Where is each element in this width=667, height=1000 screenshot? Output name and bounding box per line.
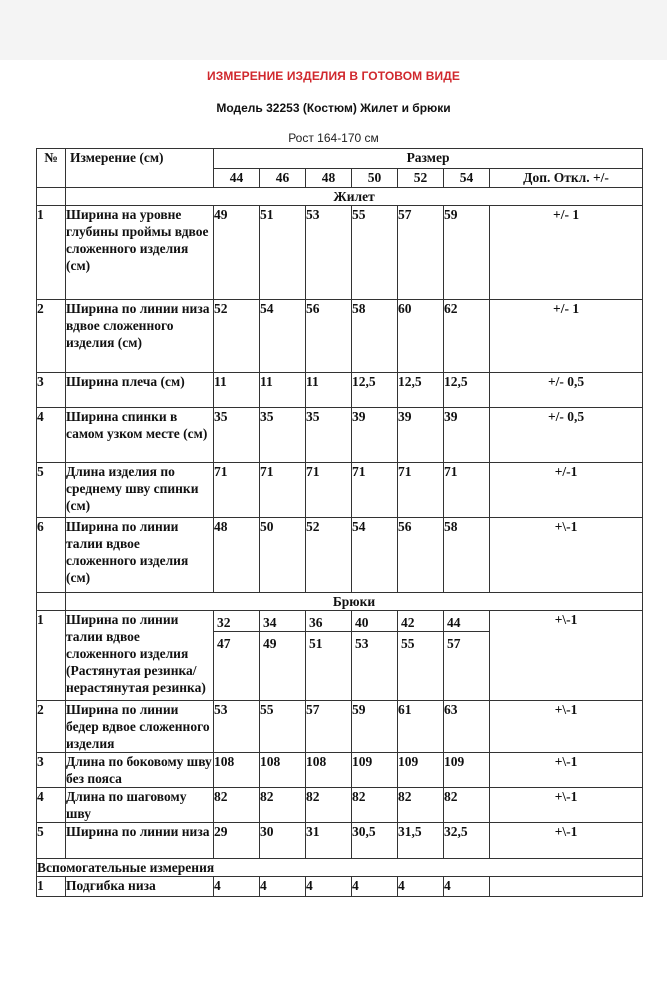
measurement-label: Ширина по линии низа xyxy=(66,823,214,859)
value-cell: 11 xyxy=(260,373,306,408)
tolerance-cell: +/-1 xyxy=(490,463,643,518)
value-cell: 108 xyxy=(214,753,260,788)
value-cell: 82 xyxy=(306,788,352,823)
tolerance-cell: +/- 1 xyxy=(490,206,643,300)
measurement-label: Ширина на уровне глубины проймы вдвое сложенного изделия (см) xyxy=(66,206,214,300)
row-number: 3 xyxy=(37,753,66,788)
value-cell: 30 xyxy=(260,823,306,859)
tolerance-cell: +\-1 xyxy=(490,823,643,859)
value-cell: 56 xyxy=(306,300,352,373)
value-cell: 35 xyxy=(306,408,352,463)
value-cell: 82 xyxy=(352,788,398,823)
value-cell: 57 xyxy=(306,701,352,753)
value-cell: 60 xyxy=(398,300,444,373)
value-relaxed: 47 xyxy=(217,636,231,651)
col-number-header: № xyxy=(37,149,66,188)
value-cell: 71 xyxy=(398,463,444,518)
row-number: 1 xyxy=(37,206,66,300)
row-number: 1 xyxy=(37,611,66,701)
section-index-cell xyxy=(37,593,66,611)
tolerance-cell: +\-1 xyxy=(490,701,643,753)
value-cell: 62 xyxy=(444,300,490,373)
row-number: 5 xyxy=(37,823,66,859)
measurement-label: Длина изделия по среднему шву спинки (см) xyxy=(66,463,214,518)
tolerance-cell xyxy=(490,877,643,897)
measurement-label: Ширина спинки в самом узком месте (см) xyxy=(66,408,214,463)
value-cell: 59 xyxy=(444,206,490,300)
col-measure-header: Измерение (см) xyxy=(66,149,214,188)
value-cell: 39 xyxy=(444,408,490,463)
value-cell: 53 xyxy=(306,206,352,300)
model-title: Модель 32253 (Костюм) Жилет и брюки xyxy=(216,101,451,115)
value-cell: 4 xyxy=(352,877,398,897)
value-cell: 52 xyxy=(306,518,352,593)
measurement-label: Ширина по линии талии вдвое сложенного изделия (Растянутая резинка/ нерастянутая резинка) xyxy=(66,611,214,701)
measurements-table xyxy=(36,148,643,897)
value-cell: 48 xyxy=(214,518,260,593)
row-number: 1 xyxy=(37,877,66,897)
section-aux-row xyxy=(37,859,643,877)
tolerance-cell: +/- 0,5 xyxy=(490,408,643,463)
tolerance-cell: +/- 1 xyxy=(490,300,643,373)
tolerance-cell: +\-1 xyxy=(490,518,643,593)
value-cell: 56 xyxy=(398,518,444,593)
tolerance-cell: +\-1 xyxy=(490,611,643,701)
value-cell: 71 xyxy=(444,463,490,518)
value-cell: 4 xyxy=(306,877,352,897)
table-row xyxy=(37,788,643,823)
value-cell: 39 xyxy=(352,408,398,463)
value-stretched: 36 xyxy=(306,611,351,632)
value-cell xyxy=(260,611,306,701)
value-relaxed: 49 xyxy=(263,636,277,651)
row-number: 3 xyxy=(37,373,66,408)
value-cell: 4 xyxy=(214,877,260,897)
value-cell: 109 xyxy=(398,753,444,788)
size-header: 46 xyxy=(260,169,306,188)
table-row xyxy=(37,408,643,463)
table-row xyxy=(37,701,643,753)
table-row xyxy=(37,463,643,518)
value-stretched: 40 xyxy=(352,611,397,632)
row-number: 4 xyxy=(37,408,66,463)
height-range: Рост 164-170 см xyxy=(288,131,379,145)
section-vest-row xyxy=(37,188,643,206)
row-number: 2 xyxy=(37,300,66,373)
row-number: 2 xyxy=(37,701,66,753)
tolerance-cell: +/- 0,5 xyxy=(490,373,643,408)
measurement-label: Длина по шаговому шву xyxy=(66,788,214,823)
document-title: ИЗМЕРЕНИЕ ИЗДЕЛИЯ В ГОТОВОМ ВИДЕ xyxy=(207,69,460,83)
value-cell: 63 xyxy=(444,701,490,753)
value-cell: 35 xyxy=(260,408,306,463)
value-cell: 50 xyxy=(260,518,306,593)
measurement-label: Подгибка низа xyxy=(66,877,214,897)
value-cell: 82 xyxy=(398,788,444,823)
value-cell: 4 xyxy=(398,877,444,897)
value-cell: 54 xyxy=(260,300,306,373)
measurement-label: Ширина по линии талии вдвое сложенного изделия (см) xyxy=(66,518,214,593)
value-cell: 109 xyxy=(352,753,398,788)
tolerance-header: Доп. Откл. +/- xyxy=(490,169,643,188)
tolerance-cell: +\-1 xyxy=(490,788,643,823)
col-size-header: Размер xyxy=(214,149,643,169)
value-cell: 30,5 xyxy=(352,823,398,859)
value-cell: 12,5 xyxy=(352,373,398,408)
table-row xyxy=(37,611,643,701)
value-cell: 4 xyxy=(260,877,306,897)
value-cell: 53 xyxy=(214,701,260,753)
value-stretched: 32 xyxy=(214,611,259,632)
tolerance-cell: +\-1 xyxy=(490,753,643,788)
value-stretched: 44 xyxy=(444,611,489,632)
row-number: 5 xyxy=(37,463,66,518)
value-cell: 108 xyxy=(260,753,306,788)
value-cell xyxy=(214,611,260,701)
row-number: 6 xyxy=(37,518,66,593)
value-cell: 59 xyxy=(352,701,398,753)
value-cell xyxy=(306,611,352,701)
value-cell: 4 xyxy=(444,877,490,897)
value-cell: 29 xyxy=(214,823,260,859)
size-header: 52 xyxy=(398,169,444,188)
value-cell: 108 xyxy=(306,753,352,788)
section-index-cell xyxy=(37,188,66,206)
table-row xyxy=(37,300,643,373)
value-cell: 71 xyxy=(352,463,398,518)
measurement-label: Ширина плеча (см) xyxy=(66,373,214,408)
value-cell: 49 xyxy=(214,206,260,300)
value-cell: 11 xyxy=(306,373,352,408)
table-row xyxy=(37,823,643,859)
section-pants-row xyxy=(37,593,643,611)
value-cell: 57 xyxy=(398,206,444,300)
value-cell: 35 xyxy=(214,408,260,463)
size-header: 44 xyxy=(214,169,260,188)
value-cell: 71 xyxy=(260,463,306,518)
measurement-label: Ширина по линии бедер вдвое сложенного изделия xyxy=(66,701,214,753)
table-row xyxy=(37,753,643,788)
table-row xyxy=(37,206,643,300)
value-cell: 58 xyxy=(444,518,490,593)
table-row xyxy=(37,373,643,408)
top-margin xyxy=(0,0,667,60)
value-relaxed: 51 xyxy=(309,636,323,651)
value-stretched: 34 xyxy=(260,611,305,632)
value-cell: 31 xyxy=(306,823,352,859)
value-relaxed: 57 xyxy=(447,636,461,651)
value-cell: 52 xyxy=(214,300,260,373)
size-header: 54 xyxy=(444,169,490,188)
header-row-1 xyxy=(37,149,643,169)
measurement-label: Ширина по линии низа вдвое сложенного изделия (см) xyxy=(66,300,214,373)
size-header: 48 xyxy=(306,169,352,188)
value-cell: 82 xyxy=(260,788,306,823)
value-cell: 58 xyxy=(352,300,398,373)
value-cell: 71 xyxy=(306,463,352,518)
value-cell: 31,5 xyxy=(398,823,444,859)
row-number: 4 xyxy=(37,788,66,823)
value-cell: 11 xyxy=(214,373,260,408)
value-cell xyxy=(444,611,490,701)
size-header: 50 xyxy=(352,169,398,188)
value-cell: 82 xyxy=(444,788,490,823)
table-row xyxy=(37,518,643,593)
value-relaxed: 53 xyxy=(355,636,369,651)
section-pants-title: Брюки xyxy=(66,593,643,611)
value-cell: 55 xyxy=(260,701,306,753)
measurement-label: Длина по боковому шву без пояса xyxy=(66,754,212,786)
value-cell: 51 xyxy=(260,206,306,300)
value-cell: 54 xyxy=(352,518,398,593)
section-aux-title: Вспомогательные измерения xyxy=(37,859,643,877)
value-cell: 39 xyxy=(398,408,444,463)
value-stretched: 42 xyxy=(398,611,443,632)
value-cell: 82 xyxy=(214,788,260,823)
table-row xyxy=(37,877,643,897)
value-cell: 32,5 xyxy=(444,823,490,859)
value-cell xyxy=(352,611,398,701)
value-relaxed: 55 xyxy=(401,636,415,651)
value-cell: 12,5 xyxy=(398,373,444,408)
value-cell: 12,5 xyxy=(444,373,490,408)
section-vest-title: Жилет xyxy=(66,188,643,206)
value-cell xyxy=(398,611,444,701)
value-cell: 71 xyxy=(214,463,260,518)
value-cell: 109 xyxy=(444,753,490,788)
value-cell: 61 xyxy=(398,701,444,753)
value-cell: 55 xyxy=(352,206,398,300)
